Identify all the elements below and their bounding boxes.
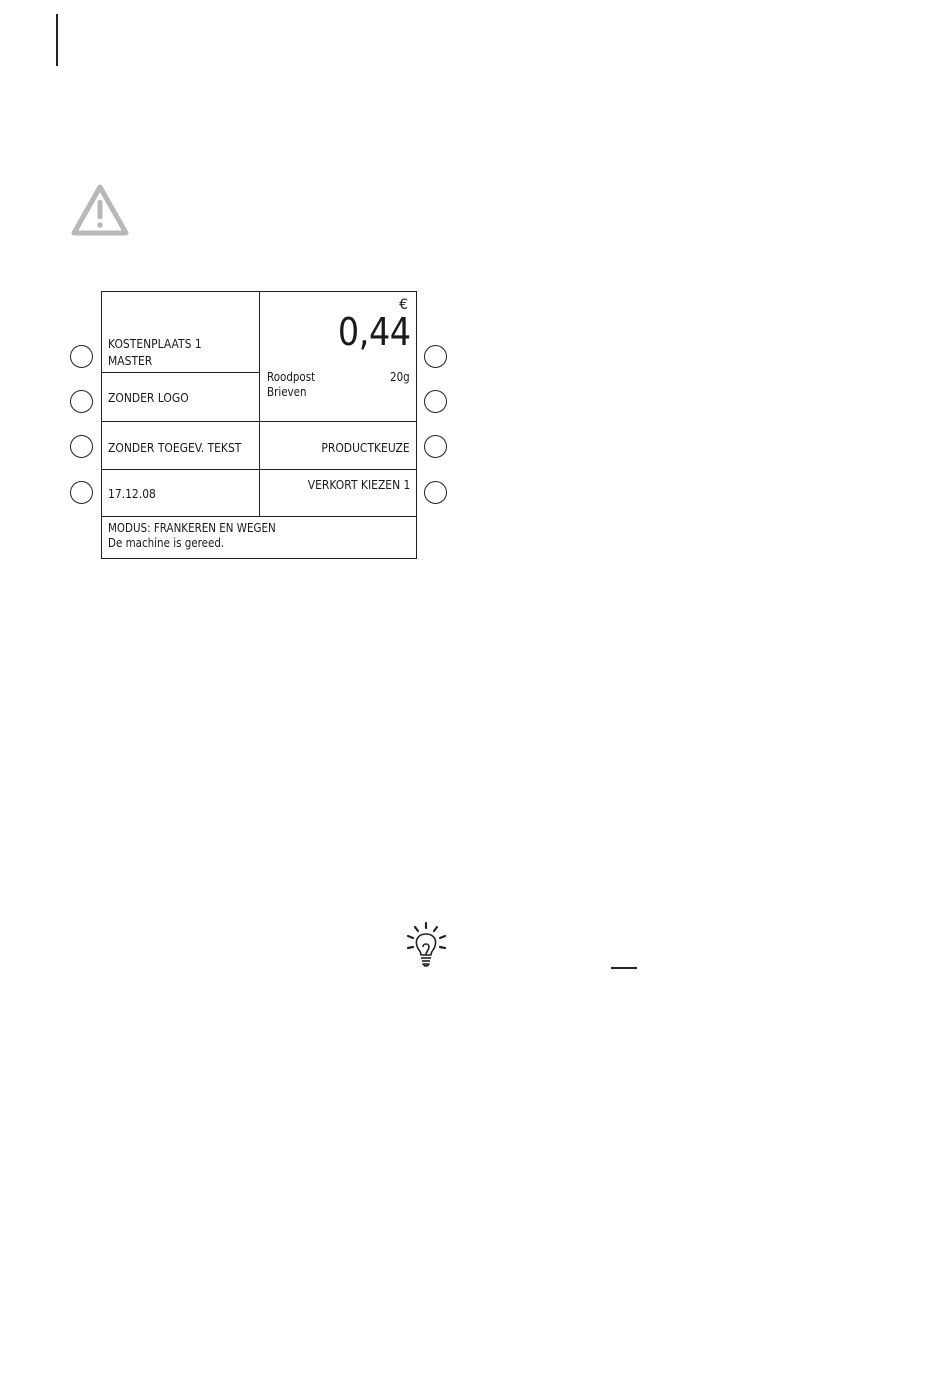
softkey-right-1[interactable]	[424, 345, 447, 368]
softkey-right-2[interactable]	[424, 390, 447, 413]
postage-amount: 0,44	[338, 310, 411, 354]
warning-icon	[70, 182, 130, 238]
softkey-left-2[interactable]	[70, 390, 93, 413]
product-choice-label[interactable]: PRODUCTKEUZE	[321, 440, 410, 455]
softkey-left-3[interactable]	[70, 435, 93, 458]
softkey-left-1[interactable]	[70, 345, 93, 368]
product-info[interactable]	[267, 370, 315, 400]
display-divider-row-4	[102, 516, 416, 517]
softkey-right-3[interactable]	[424, 435, 447, 458]
currency-symbol: €	[399, 297, 408, 313]
machine-display	[101, 291, 417, 559]
display-divider-vertical	[259, 292, 260, 516]
page-margin-rule	[56, 14, 58, 66]
display-divider-row-2	[102, 421, 416, 422]
weight-value: 20g	[390, 370, 410, 384]
date-setting[interactable]: 17.12.08	[108, 486, 156, 501]
product-category: Brieven	[267, 385, 307, 399]
cost-center-name: KOSTENPLAATS 1	[108, 336, 202, 351]
display-divider-left-1	[102, 372, 259, 373]
product-name: Roodpost	[267, 370, 316, 384]
softkey-right-4[interactable]	[424, 481, 447, 504]
cost-center-label[interactable]	[108, 335, 202, 369]
softkey-left-4[interactable]	[70, 481, 93, 504]
status-area	[108, 521, 276, 551]
cost-center-user: MASTER	[108, 353, 153, 368]
mode-text: MODUS: FRANKEREN EN WEGEN	[108, 521, 276, 535]
shortcut-label[interactable]: VERKORT KIEZEN 1	[307, 477, 410, 492]
lightbulb-icon	[405, 920, 451, 970]
status-text: De machine is gereed.	[108, 536, 225, 550]
extra-text-setting[interactable]: ZONDER TOEGEV. TEKST	[108, 440, 242, 455]
display-divider-row-3	[102, 469, 416, 470]
logo-setting[interactable]: ZONDER LOGO	[108, 390, 189, 405]
tip-underline	[611, 967, 637, 969]
